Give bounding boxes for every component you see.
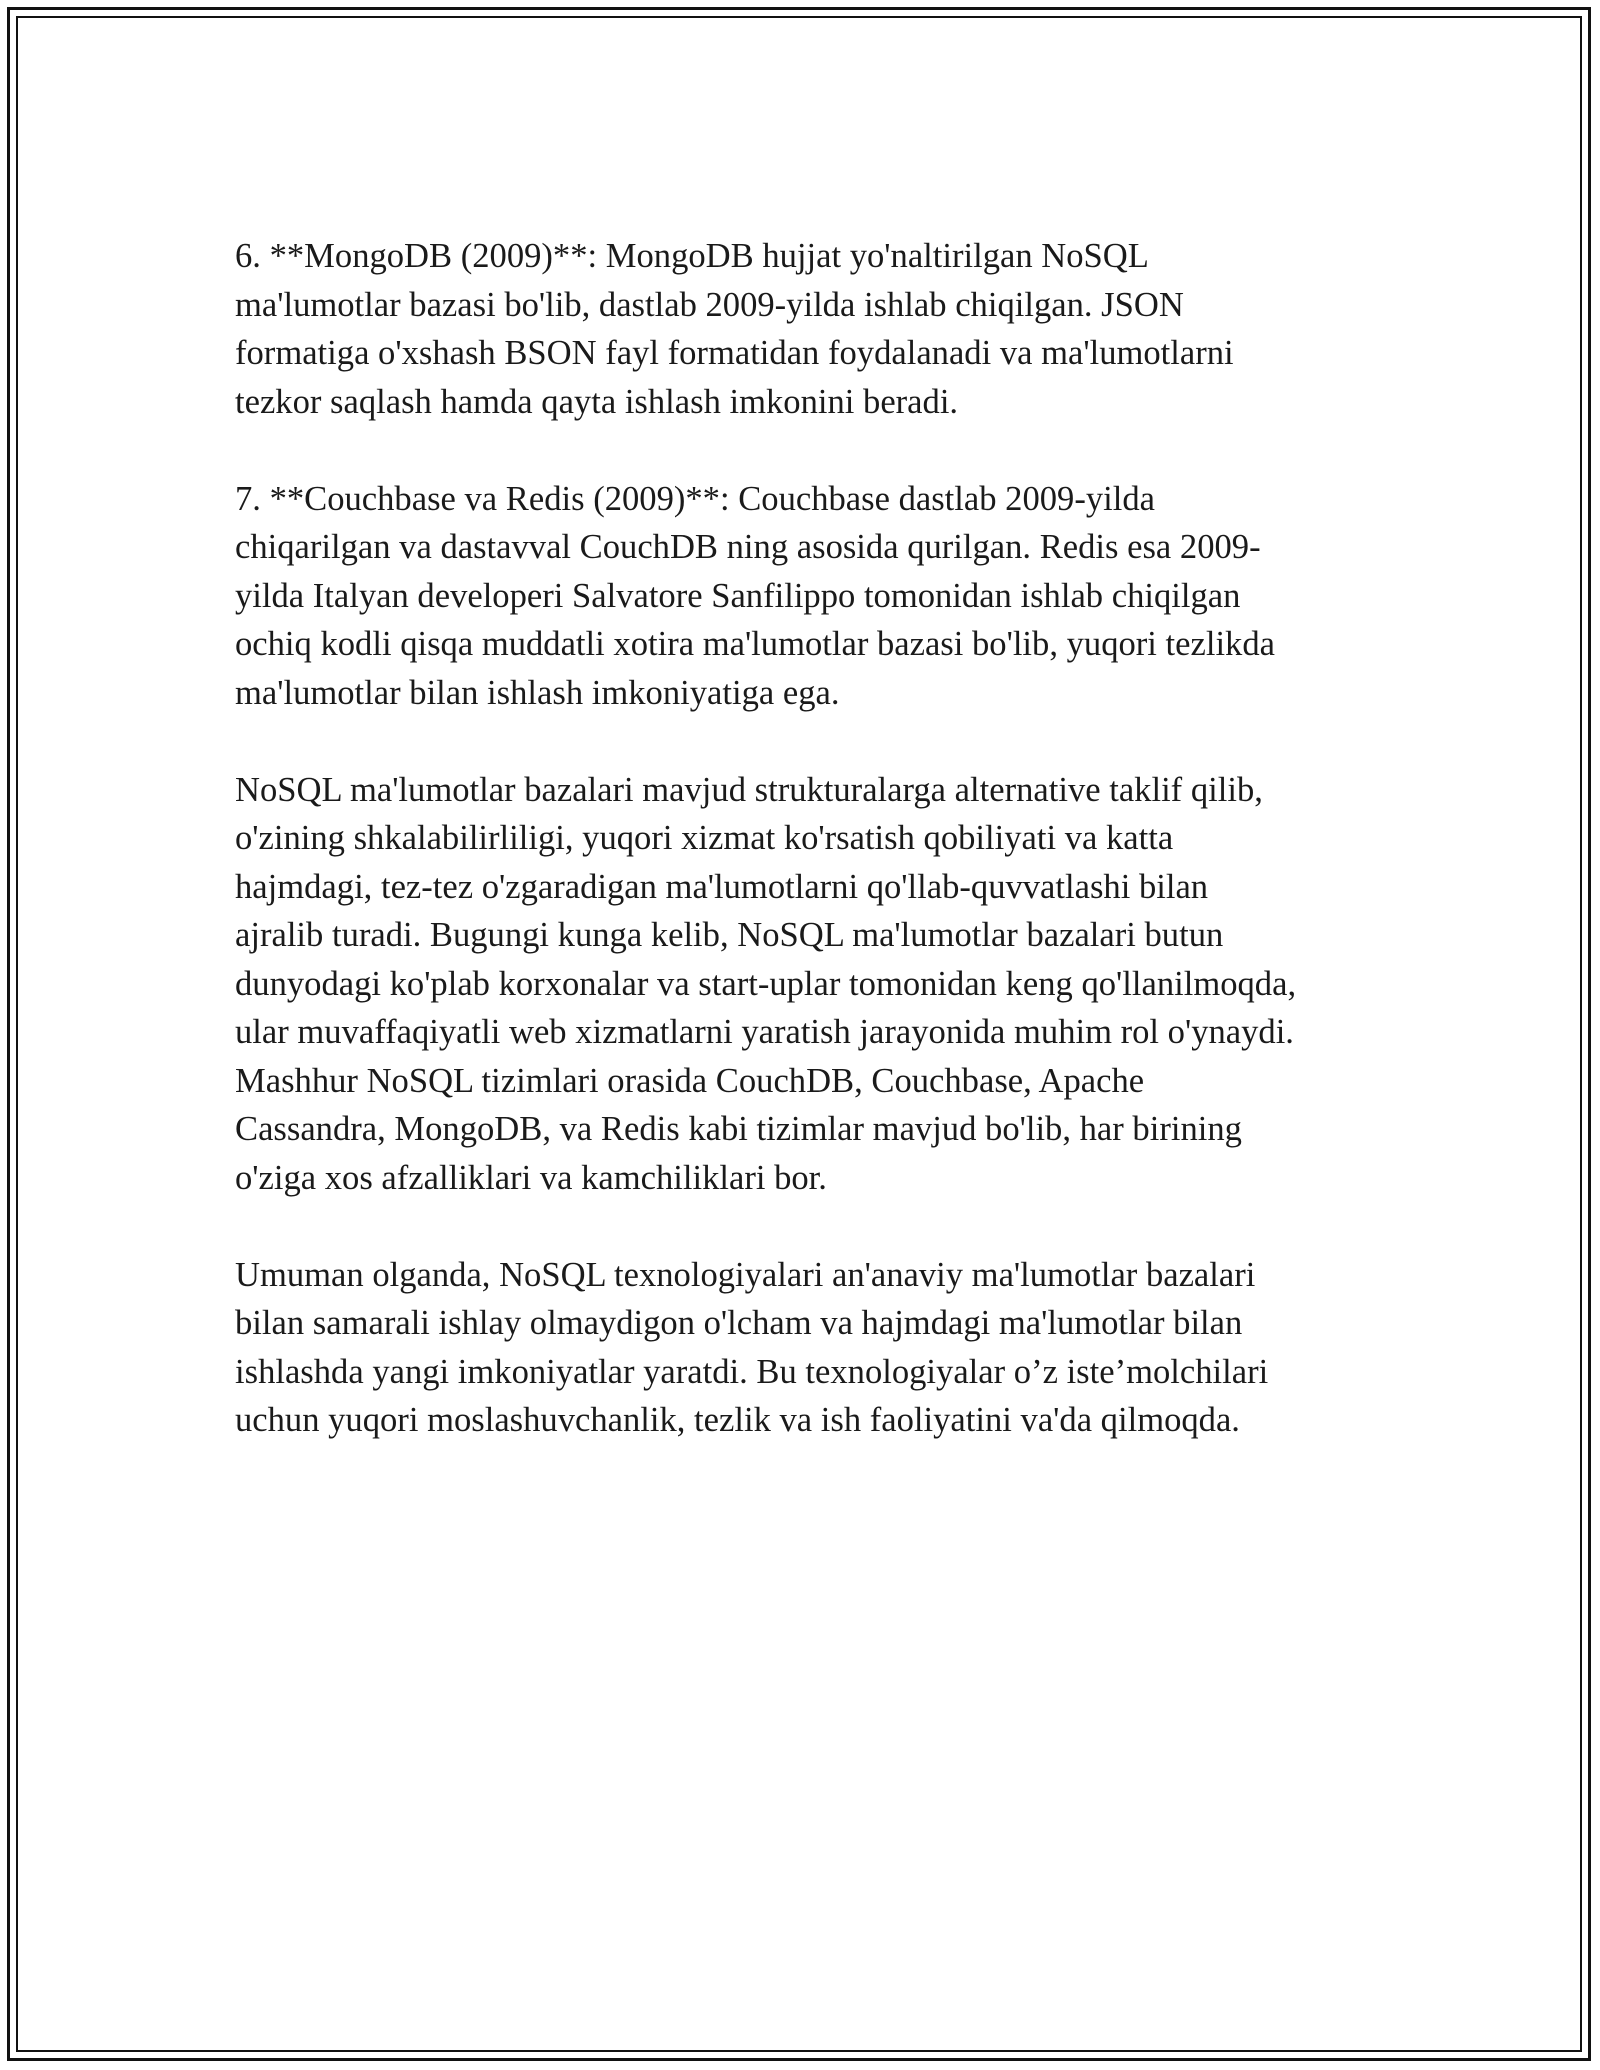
text-line: formatiga o'xshash BSON fayl formatidan foydalanadi va ma'lumotlarni bbox=[235, 334, 1234, 372]
text-line: ishlashda yangi imkoniyatlar yaratdi. Bu texnologiyalar o’z iste’molchilari bbox=[235, 1352, 1269, 1391]
text-line: dunyodagi ko'plab korxonalar va start-uplar tomonidan keng qo'llanilmoqda, bbox=[235, 964, 1297, 1003]
text-line: Umuman olganda, NoSQL texnologiyalari an'anaviy ma'lumotlar bazalari bbox=[235, 1255, 1256, 1294]
paragraph-conclusion bbox=[235, 1251, 1385, 1445]
paragraph-nosql-overview bbox=[235, 766, 1385, 1203]
paragraph-couchbase-redis bbox=[235, 475, 1385, 718]
text-line: uchun yuqori moslashuvchanlik, tezlik va ish faoliyatini va'da qilmoqda. bbox=[235, 1401, 1240, 1439]
text-line: ma'lumotlar bilan ishlash imkoniyatiga ega. bbox=[235, 673, 840, 712]
text-line: ma'lumotlar bazasi bo'lib, dastlab 2009-yilda ishlab chiqilgan. JSON bbox=[235, 285, 1184, 324]
document-body bbox=[235, 232, 1385, 1445]
text-line: 6. **MongoDB (2009)**: MongoDB hujjat yo'naltirilgan NoSQL bbox=[235, 237, 1149, 275]
text-line: o'zining shkalabilirliligi, yuqori xizmat ko'rsatish qobiliyati va katta bbox=[235, 819, 1174, 857]
text-line: o'ziga xos afzalliklari va kamchiliklari bor. bbox=[235, 1158, 827, 1197]
text-line: ular muvaffaqiyatli web xizmatlarni yaratish jarayonida muhim rol o'ynaydi. bbox=[235, 1013, 1294, 1051]
text-line: ochiq kodli qisqa muddatli xotira ma'lumotlar bazasi bo'lib, yuqori tezlikda bbox=[235, 625, 1275, 663]
text-line: hajmdagi, tez-tez o'zgaradigan ma'lumotlarni qo'llab-quvvatlashi bilan bbox=[235, 867, 1209, 906]
paragraph-mongodb bbox=[235, 232, 1385, 426]
text-line: tezkor saqlash hamda qayta ishlash imkonini beradi. bbox=[235, 382, 959, 421]
text-line: Mashhur NoSQL tizimlari orasida CouchDB, Couchbase, Apache bbox=[235, 1061, 1145, 1100]
text-line: bilan samarali ishlay olmaydigon o'lcham va hajmdagi ma'lumotlar bilan bbox=[235, 1304, 1243, 1342]
text-line: ajralib turadi. Bugungi kunga kelib, NoSQL ma'lumotlar bazalari butun bbox=[235, 916, 1224, 954]
text-line: Cassandra, MongoDB, va Redis kabi tizimlar mavjud bo'lib, har birining bbox=[235, 1110, 1242, 1148]
text-line: NoSQL ma'lumotlar bazalari mavjud strukturalarga alternative taklif qilib, bbox=[235, 770, 1263, 809]
text-line: yilda Italyan developeri Salvatore Sanfilippo tomonidan ishlab chiqilgan bbox=[235, 576, 1241, 615]
text-line: 7. **Couchbase va Redis (2009)**: Couchbase dastlab 2009-yilda bbox=[235, 479, 1155, 518]
text-line: chiqarilgan va dastavval CouchDB ning asosida qurilgan. Redis esa 2009- bbox=[235, 528, 1261, 566]
